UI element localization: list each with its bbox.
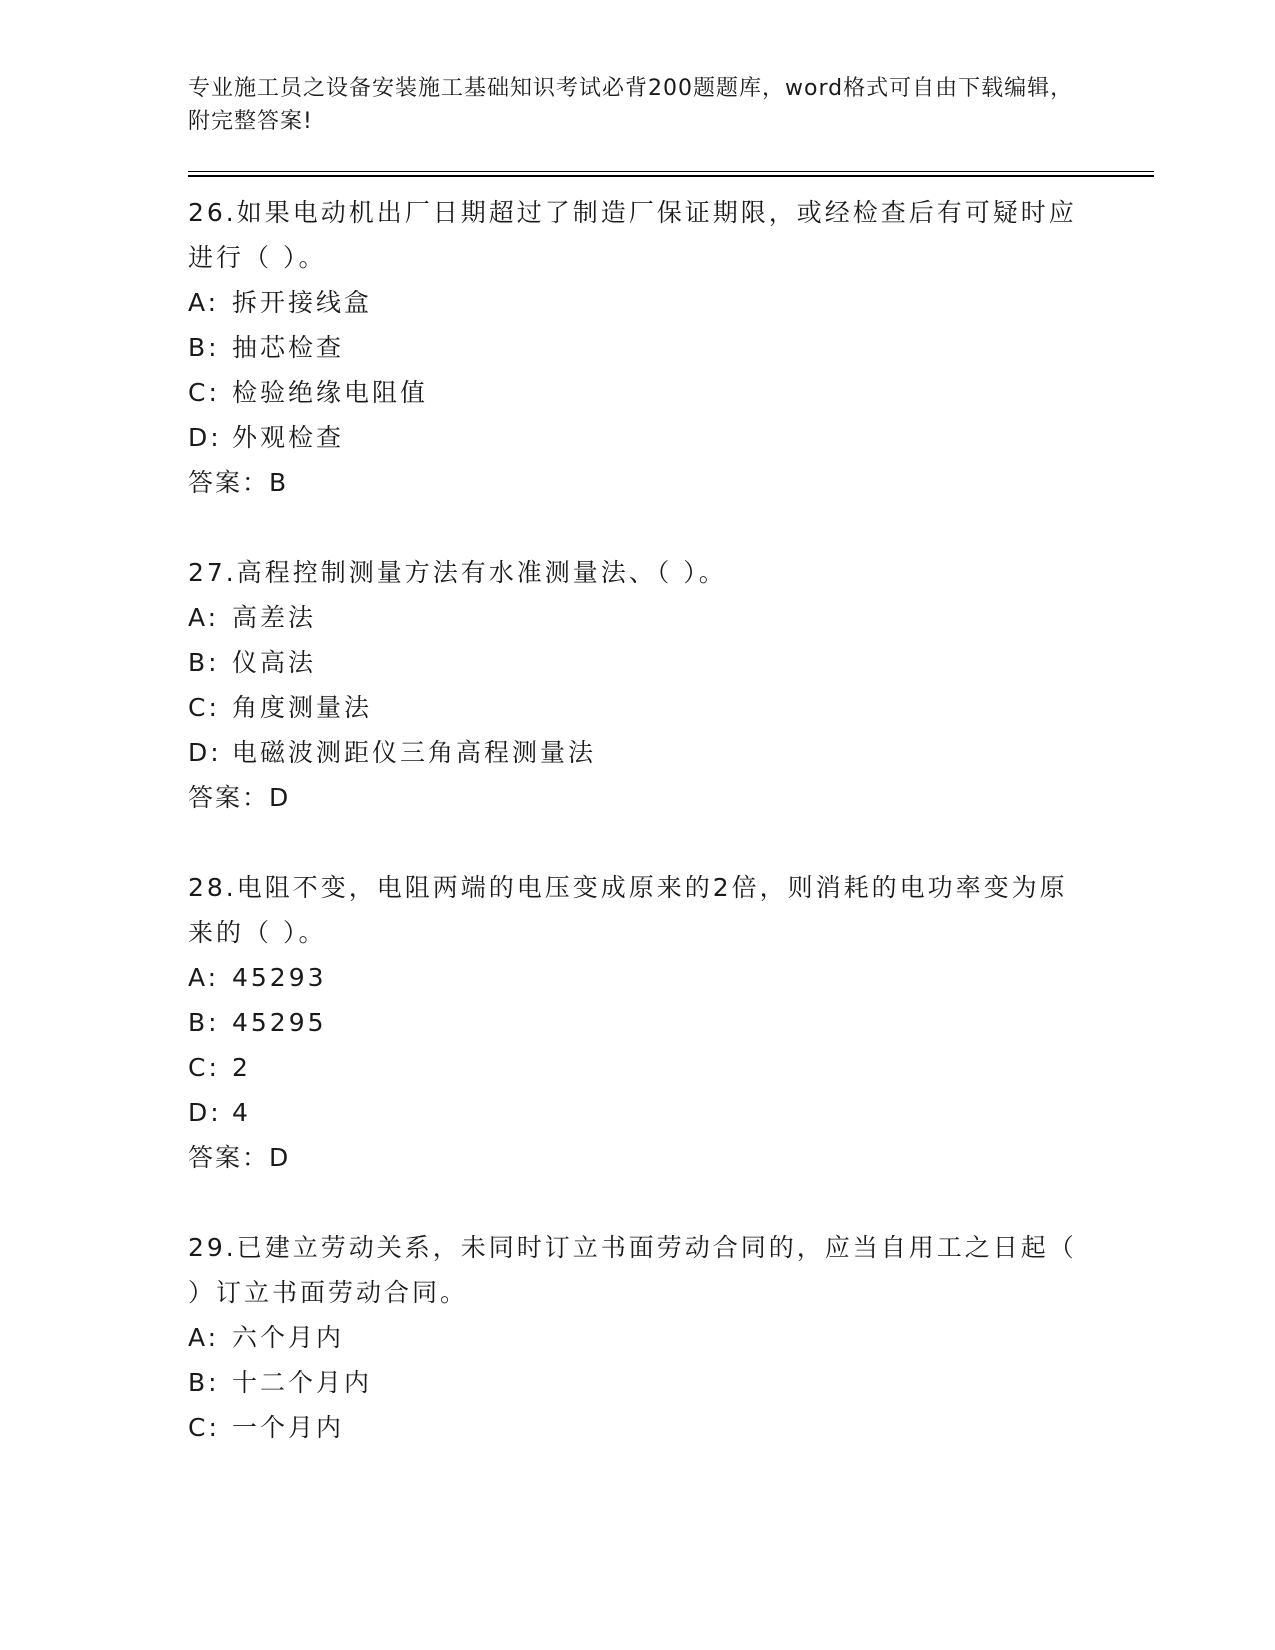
header-divider-top [188,171,1154,172]
question-stem: 29.已建立劳动关系，未同时订立书面劳动合同的，应当自用工之日起（ ）订立书面劳动合同。 [188,1233,1077,1307]
option-letter: C: [188,1053,220,1082]
option-b [188,1360,1088,1405]
question-29 [188,1225,1088,1450]
option-letter: D: [188,738,222,767]
option-text: 一个月内 [232,1413,345,1442]
option-text: 仪高法 [232,648,317,677]
option-letter: B: [188,648,220,677]
option-text: 45295 [232,1008,327,1037]
option-d [188,730,1088,775]
option-a [188,955,1088,1000]
option-letter: C: [188,693,220,722]
question-list [188,190,1088,1495]
option-letter: A: [188,603,220,632]
option-letter: B: [188,333,220,362]
question-stem: 26.如果电动机出厂日期超过了制造厂保证期限，或经检查后有可疑时应进行（ ）。 [188,198,1077,272]
option-c [188,685,1088,730]
option-letter: A: [188,288,220,317]
option-c [188,1405,1088,1450]
option-letter: D: [188,1098,222,1127]
option-letter: A: [188,1323,220,1352]
option-b [188,640,1088,685]
option-c [188,370,1088,415]
option-letter: D: [188,423,222,452]
option-letter: C: [188,378,220,407]
option-a [188,280,1088,325]
option-a [188,1315,1088,1360]
option-a [188,595,1088,640]
option-text: 六个月内 [232,1323,345,1352]
answer-line: 答案：D [188,783,291,812]
question-27 [188,550,1088,820]
option-d [188,415,1088,460]
option-text: 角度测量法 [232,693,373,722]
option-text: 高差法 [232,603,317,632]
option-letter: A: [188,963,220,992]
document-header: 专业施工员之设备安装施工基础知识考试必背200题题库，word格式可自由下载编辑，附完整答案! [188,76,1074,134]
option-text: 45293 [232,963,327,992]
question-28 [188,865,1088,1180]
option-text: 十二个月内 [232,1368,373,1397]
option-text: 2 [232,1053,251,1082]
option-text: 4 [232,1098,251,1127]
question-stem: 28.电阻不变，电阻两端的电压变成原来的2倍，则消耗的电功率变为原来的（ ）。 [188,873,1068,947]
option-d [188,1090,1088,1135]
question-stem: 27.高程控制测量方法有水准测量法、（ ）。 [188,558,727,587]
option-text: 拆开接线盒 [232,288,373,317]
option-letter: B: [188,1008,220,1037]
option-letter: B: [188,1368,220,1397]
option-b [188,325,1088,370]
option-c [188,1045,1088,1090]
option-text: 检验绝缘电阻值 [232,378,429,407]
option-text: 外观检查 [232,423,345,452]
answer-line: 答案：B [188,468,289,497]
question-26 [188,190,1088,505]
option-b [188,1000,1088,1045]
option-text: 抽芯检查 [232,333,345,362]
option-letter: C: [188,1413,220,1442]
header-divider-bottom [188,175,1154,177]
option-text: 电磁波测距仪三角高程测量法 [232,738,597,767]
answer-line: 答案：D [188,1143,291,1172]
